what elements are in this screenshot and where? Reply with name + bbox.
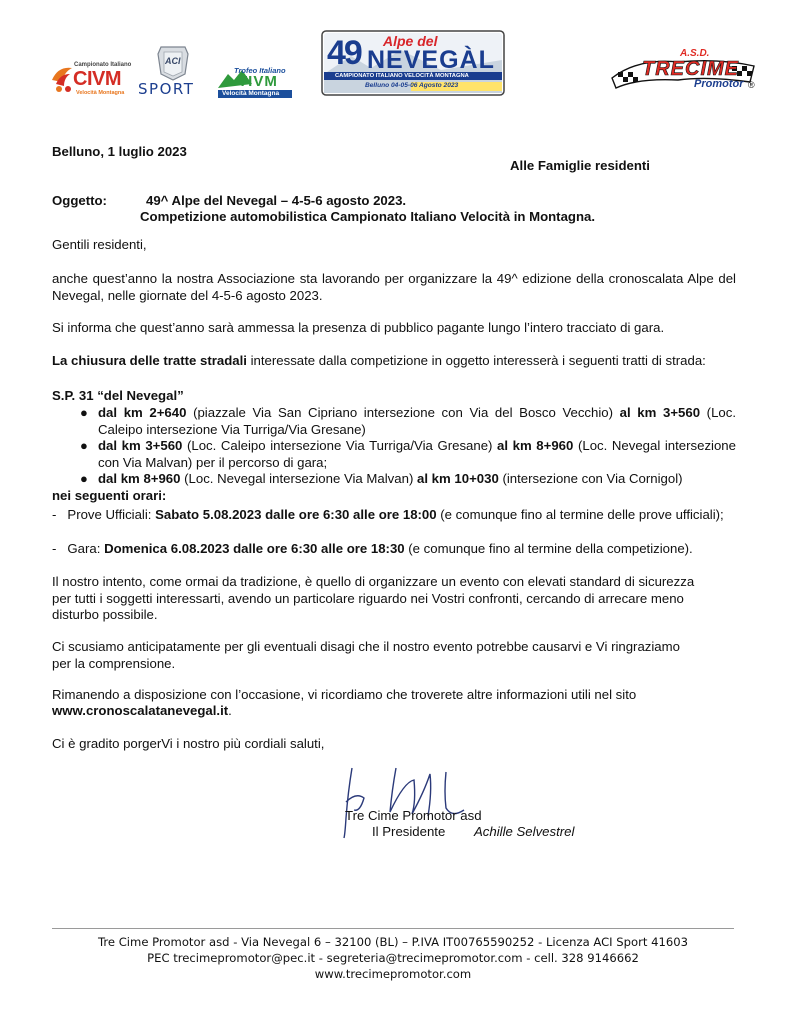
nevegal-logo [321,30,505,96]
nevegal-main-text: NEVEGÀL [367,46,495,74]
trecime-sub-text: Promotor [694,78,744,90]
paragraph-closures [52,353,736,370]
place-date: Belluno, 1 luglio 2023 [52,144,187,159]
website-link[interactable]: www.cronoscalatanevegal.it [52,703,229,718]
nevegal-number-text: 49 [327,34,361,72]
nevegal-bottom-text: Belluno 04-05-06 Agosto 2023 [365,82,459,89]
trecime-main-text: TRECIME [642,58,739,80]
schedule-time: Sabato 5.08.2023 dalle ore 6:30 alle ore 18:00 [155,507,437,522]
signature-role: Il Presidente [372,824,446,839]
segment-list [52,405,736,488]
aci-mark-text: ACI [165,56,181,66]
segment-to: al km 10+030 [417,471,499,486]
subject-label: Oggetto: [52,193,107,208]
tivm-logo [218,66,292,98]
schedule-time: Domenica 6.08.2023 dalle ore 6:30 alle ore 18:30 [104,541,405,556]
footer-line2: PEC trecimepromotor@pec.it - segreteria@trecimepromotor.com - cell. 328 9146662 [147,951,639,965]
aci-sport-text: SPORT [138,80,195,98]
tivm-bottom-text: Velocità Montagna [222,90,280,97]
list-item [52,471,736,488]
segment-to-desc: (Loc. Nevegal intersezione con Via Malvan) per il percorso di gara; [98,438,736,470]
dash-marker: - [52,507,57,522]
subject-line1: 49^ Alpe del Nevegal – 4-5-6 agosto 2023. [146,193,407,208]
tivm-top-text: Trofeo Italiano [234,66,286,75]
footer-divider [52,928,734,929]
segment-from-desc: (Loc. Caleipo intersezione Via Turriga/Via Gresane) [182,438,498,453]
segment-from: dal km 2+640 [98,405,187,420]
signature-name: Achille Selvestrel [474,824,575,839]
segment-to: al km 3+560 [619,405,701,420]
nevegal-sub-text: CAMPIONATO ITALIANO VELOCITÀ MONTAGNA [335,73,469,79]
segment-from: dal km 8+960 [98,471,181,486]
subject-line2: Competizione automobilistica Campionato Italiano Velocità in Montagna. [140,209,596,224]
paragraph-info: Rimanendo a disposizione con l’occasione, vi ricordiamo che troverete altre informazioni utili nel sito [52,687,637,702]
aci-sport-logo [136,44,210,98]
schedule-note: (e comunque fino al termine delle prove ufficiali); [436,507,724,522]
bullet-icon: ● [80,471,88,486]
bullet-icon: ● [80,405,88,420]
signature-org: Tre Cime Promotor asd [345,808,482,823]
segment-to: al km 8+960 [497,438,574,453]
website-line [52,703,232,720]
tivm-main-text: TIVM [238,73,278,90]
dash-marker: - [52,541,57,556]
civm-main-text: CIVM [73,68,121,90]
civm-small-text: Campionato Italiano [74,62,132,68]
schedule-item-race [52,541,752,558]
civm-bottom-text: Velocità Montagna [76,90,125,96]
list-item [52,405,736,438]
list-item [52,438,736,471]
website-dot: . [228,703,232,718]
segment-to-desc: (intersezione con Via Cornigol) [498,471,683,486]
nevegal-top-text: Alpe del [383,33,438,49]
paragraph-public: Si informa che quest’anno sarà ammessa la presenza di pubblico pagante lungo l’intero tracciato di gara. [52,320,665,335]
paragraph-apology: Ci scusiamo anticipatamente per gli eventuali disagi che il nostro evento potrebbe causarvi e Vi ringraziamo per la comprensione. [52,639,680,671]
paragraph-intro: anche quest’anno la nostra Associazione sta lavorando per organizzare la 49^ edizione della cronoscalata Alpe del Nevegal, nelle giornate del 4-5-6 agosto 2023. [52,271,736,303]
recipient: Alle Famiglie residenti [510,158,650,173]
greeting: Gentili residenti, [52,237,147,252]
footer-website[interactable]: www.trecimepromotor.com [314,967,472,981]
civm-logo [50,60,132,98]
footer-line1: Tre Cime Promotor asd - Via Nevegal 6 – 32100 (BL) – P.IVA IT00765590252 - Licenza ACI Sport 41603 [98,935,688,949]
trecime-logo [608,48,760,94]
segment-from-desc: (Loc. Nevegal intersezione Via Malvan) [180,471,418,486]
schedule-note: (e comunque fino al termine della competizione). [404,541,693,556]
trecime-top-text: A.S.D. [680,48,710,59]
schedule-label: Prove Ufficiali: [67,507,156,522]
segment-from-desc: (piazzale Via San Cipriano intersezione con Via del Bosco Vecchio) [186,405,620,420]
closures-text: interessate dalla competizione in oggetto interesserà i seguenti tratti di strada: [246,353,706,368]
road-title: S.P. 31 “del Nevegal” [52,388,184,403]
paragraph-intent: Il nostro intento, come ormai da tradizione, è quello di organizzare un evento con elevati standard di sicurezza per tutti i soggetti interessarti, avendo un particolare riguardo nei Vostri confronti, cercando di arrecare meno disturbo possibile. [52,574,695,622]
segment-from: dal km 3+560 [98,438,183,453]
schedule-item-practice [52,507,736,524]
schedule-label: Gara: [67,541,105,556]
trecime-reg-text: ® [748,80,755,90]
bullet-icon: ● [80,438,88,453]
schedule-title: nei seguenti orari: [52,488,167,503]
segment-to-desc: (Loc. Caleipo intersezione Via Turriga/Via Gresane) [98,405,737,437]
closing: Ci è gradito porgerVi i nostro più cordiali saluti, [52,736,325,751]
closures-bold: La chiusura delle tratte stradali [52,353,247,368]
